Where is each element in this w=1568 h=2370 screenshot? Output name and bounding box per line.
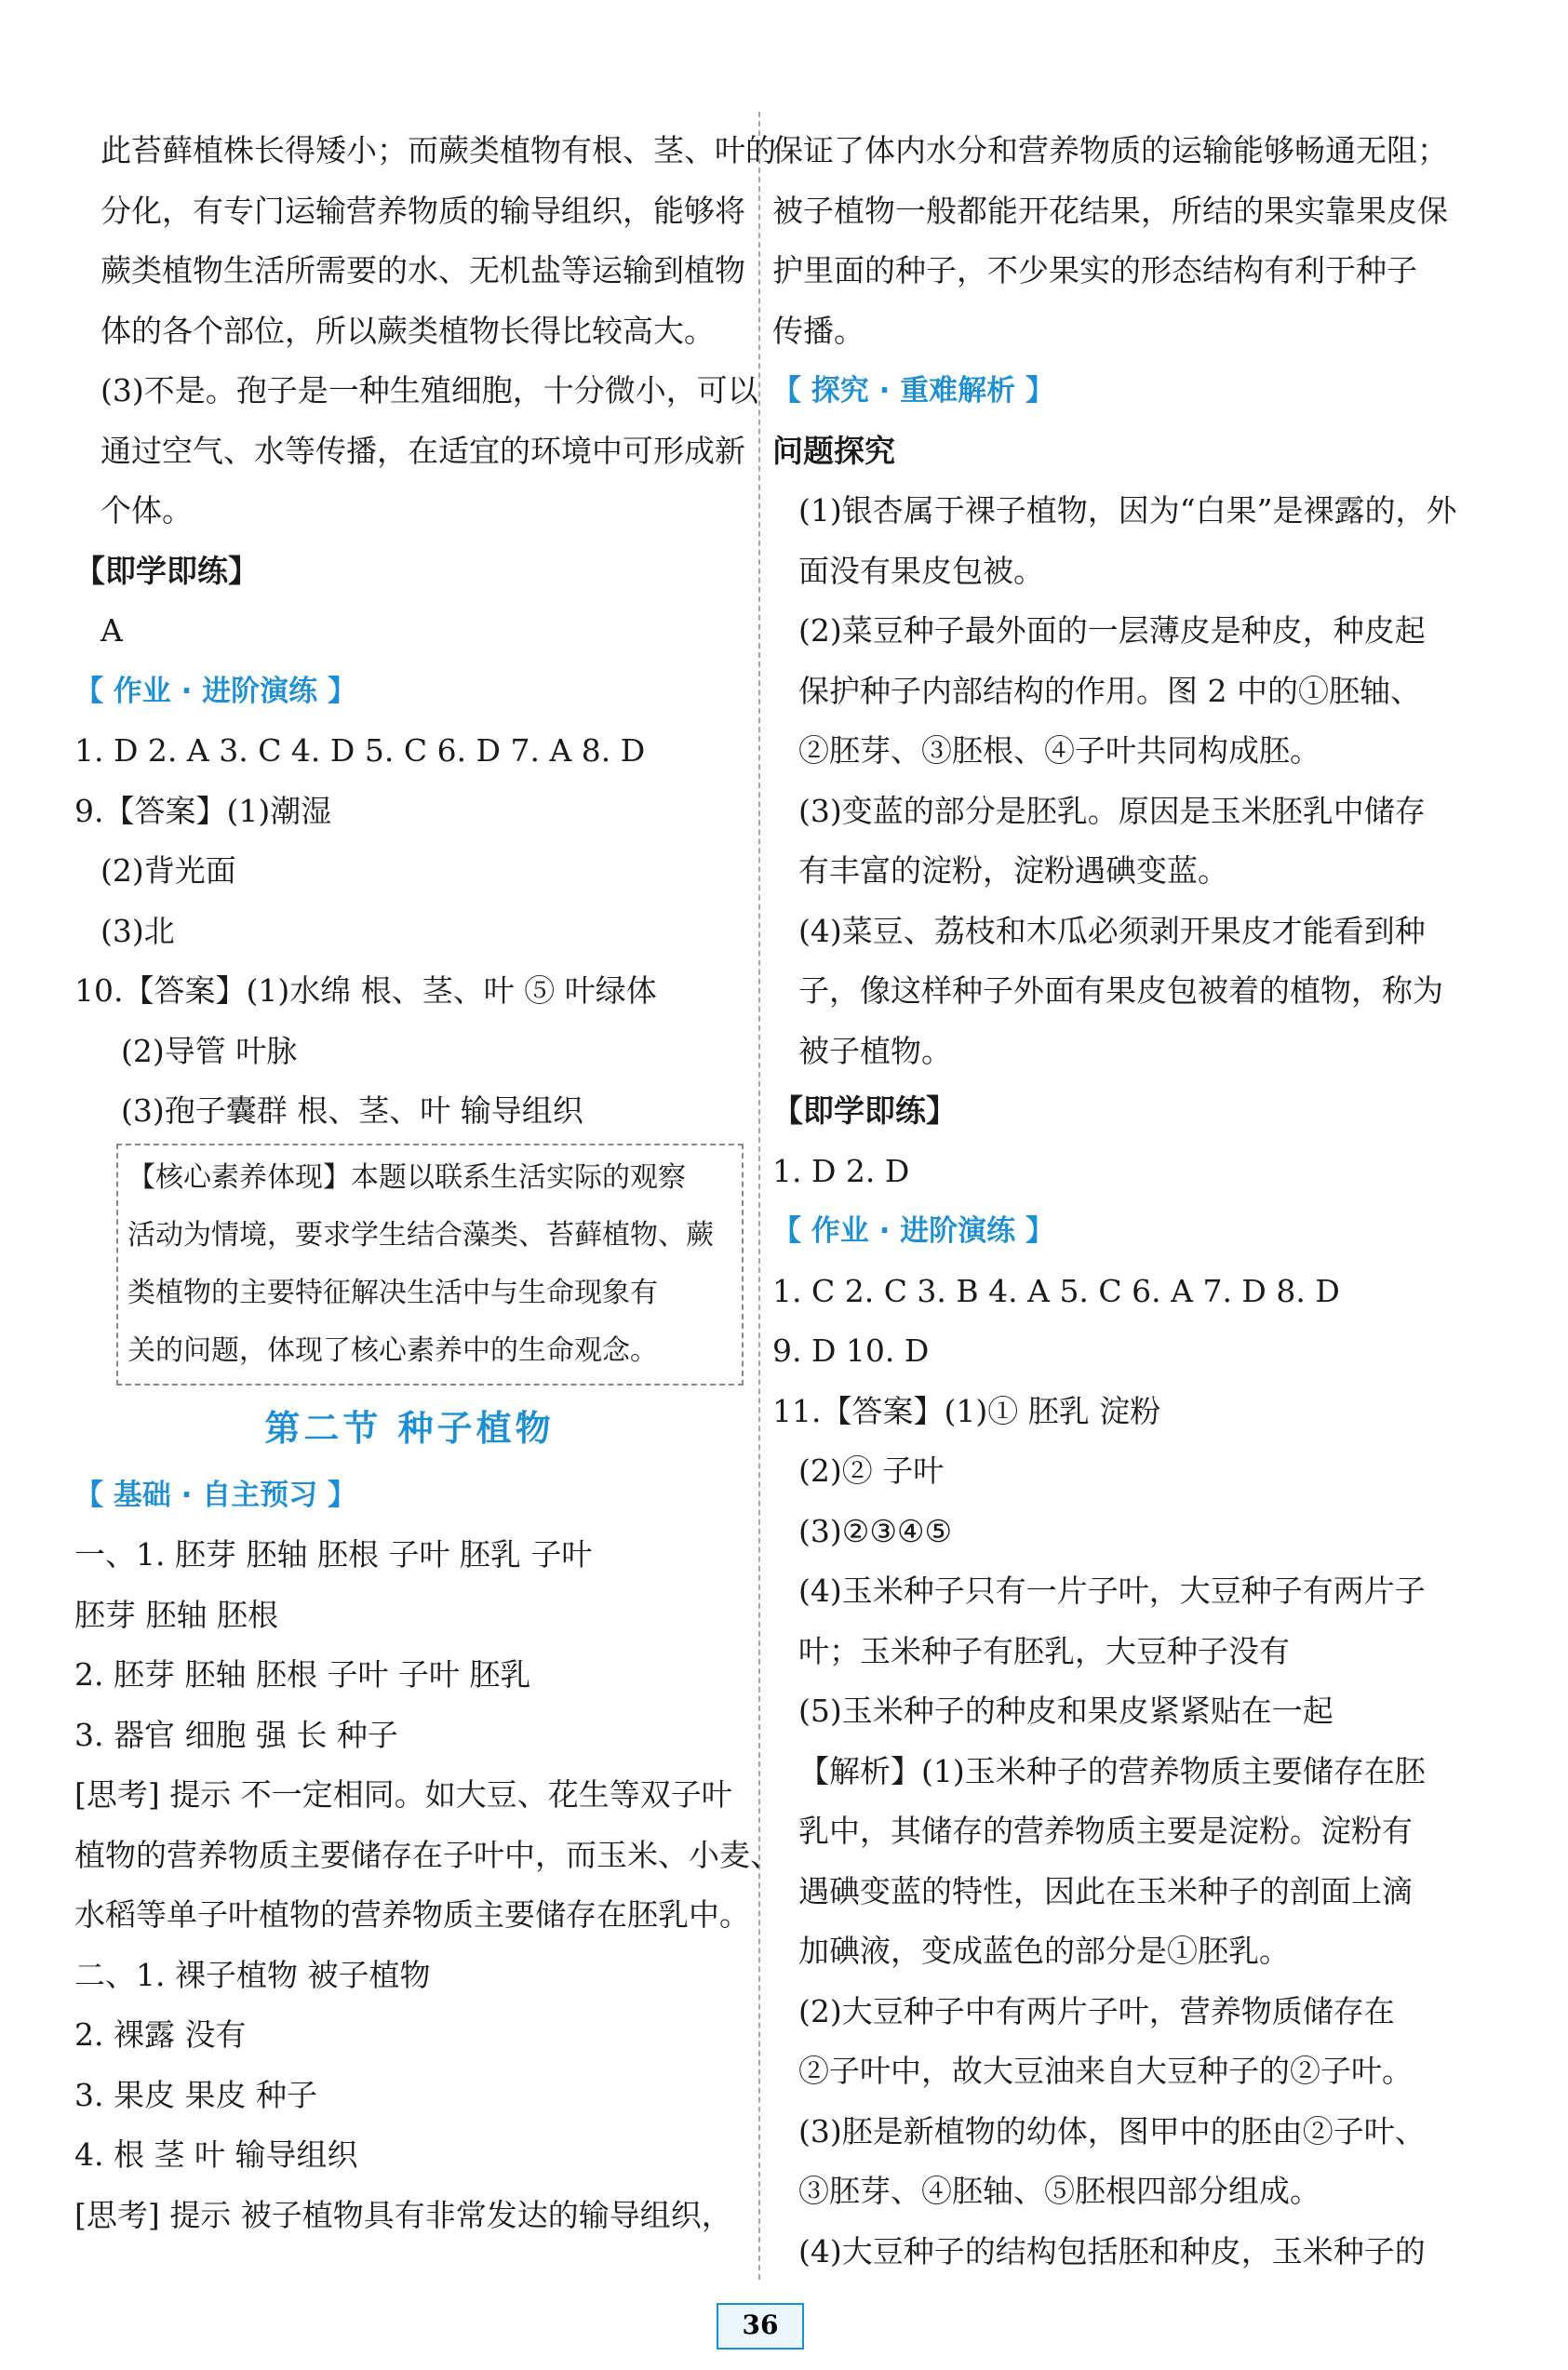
section-heading: 【 作业 · 进阶演练 】 xyxy=(74,674,356,708)
text-line: 分化，有专门运输营养物质的输导组织，能够将 xyxy=(101,192,745,229)
text-line: 1. D 2. D xyxy=(772,1152,910,1189)
text-line: (2)背光面 xyxy=(101,852,236,889)
section-heading: 【 基础 · 自主预习 】 xyxy=(74,1478,356,1512)
text-line: 个体。 xyxy=(101,492,193,529)
text-line: 胚芽 胚轴 胚根 xyxy=(74,1596,278,1633)
text-line: 通过空气、水等传播，在适宜的环境中可形成新 xyxy=(101,432,745,469)
text-line: 二、1. 裸子植物 被子植物 xyxy=(74,1956,431,1993)
text-line: 9.【答案】(1)潮湿 xyxy=(74,792,332,829)
chapter-title: 第二节 种子植物 xyxy=(264,1406,555,1449)
text-line: ②胚芽、③胚根、④子叶共同构成胚。 xyxy=(798,732,1320,769)
text-line: 被子植物一般都能开花结果，所结的果实靠果皮保 xyxy=(772,192,1448,229)
text-line: 活动为情境，要求学生结合藻类、苔藓植物、蕨 xyxy=(127,1218,714,1252)
text-line: (2)菜豆种子最外面的一层薄皮是种皮，种皮起 xyxy=(798,612,1426,649)
text-line: 加碘液，变成蓝色的部分是①胚乳。 xyxy=(798,1933,1290,1969)
text-line: ②子叶中，故大豆油来自大豆种子的②子叶。 xyxy=(798,2053,1413,2089)
text-line: 2. 裸露 没有 xyxy=(74,2016,247,2053)
text-line: ③胚芽、④胚轴、⑤胚根四部分组成。 xyxy=(798,2173,1320,2209)
text-line: 问题探究 xyxy=(772,432,895,469)
right-column xyxy=(772,121,1457,2282)
text-line: 水稻等单子叶植物的营养物质主要储存在胚乳中。 xyxy=(74,1896,750,1933)
text-line: (3)不是。孢子是一种生殖细胞，十分微小，可以 xyxy=(101,372,758,408)
text-line: 【解析】(1)玉米种子的营养物质主要储存在胚 xyxy=(798,1752,1426,1789)
text-line: 【即学即练】 xyxy=(772,1092,957,1129)
text-line: 保护种子内部结构的作用。图 2 中的①胚轴、 xyxy=(798,672,1421,709)
text-line: 叶；玉米种子有胚乳，大豆种子没有 xyxy=(798,1632,1290,1669)
text-line: 9. D 10. D xyxy=(772,1332,930,1369)
text-line: 乳中，其储存的营养物质主要是淀粉。淀粉有 xyxy=(798,1813,1413,1849)
text-line: 蕨类植物生活所需要的水、无机盐等运输到植物 xyxy=(101,252,745,288)
text-line: 4. 根 茎 叶 输导组织 xyxy=(74,2136,358,2173)
text-line: (1)银杏属于裸子植物，因为“白果”是裸露的，外 xyxy=(798,492,1457,529)
text-line: (4)玉米种子只有一片子叶，大豆种子有两片子 xyxy=(798,1573,1426,1609)
text-line: 体的各个部位，所以蕨类植物长得比较高大。 xyxy=(101,312,715,349)
text-line: (2)导管 叶脉 xyxy=(121,1032,298,1069)
text-line: (3)②③④⑤ xyxy=(798,1512,953,1549)
text-line: (4)菜豆、荔枝和木瓜必须剥开果皮才能看到种 xyxy=(798,912,1426,949)
text-line: 1. C 2. C 3. B 4. A 5. C 6. A 7. D 8. D xyxy=(772,1272,1340,1309)
text-line: 保证了体内水分和营养物质的运输能够畅通无阻； xyxy=(772,132,1448,168)
text-line: 被子植物。 xyxy=(798,1032,952,1069)
text-line: A xyxy=(101,612,123,649)
text-line: 关的问题，体现了核心素养中的生命观念。 xyxy=(127,1333,658,1367)
text-line: 面没有果皮包被。 xyxy=(798,552,1044,589)
text-line: 遇碘变蓝的特性，因此在玉米种子的剖面上滴 xyxy=(798,1872,1413,1909)
section-heading: 【 作业 · 进阶演练 】 xyxy=(772,1214,1054,1248)
page-number: 36 xyxy=(717,2303,804,2350)
text-line: 此苔藓植株长得矮小；而蕨类植物有根、茎、叶的 xyxy=(101,132,776,168)
text-line: [思考] 提示 被子植物具有非常发达的输导组织， xyxy=(74,2196,732,2233)
text-line: (5)玉米种子的种皮和果皮紧紧贴在一起 xyxy=(798,1693,1333,1729)
text-line: (3)胚是新植物的幼体，图甲中的胚由②子叶、 xyxy=(798,2112,1426,2149)
text-line: (3)变蓝的部分是胚乳。原因是玉米胚乳中储存 xyxy=(798,792,1426,829)
text-line: [思考] 提示 不一定相同。如大豆、花生等双子叶 xyxy=(74,1776,732,1813)
text-line: 2. 胚芽 胚轴 胚根 子叶 子叶 胚乳 xyxy=(74,1656,531,1693)
text-line: 有丰富的淀粉，淀粉遇碘变蓝。 xyxy=(798,852,1228,889)
text-line: 11.【答案】(1)① 胚乳 淀粉 xyxy=(772,1392,1161,1429)
text-line: 植物的营养物质主要储存在子叶中，而玉米、小麦、 xyxy=(74,1836,781,1873)
text-line: (2)大豆种子中有两片子叶，营养物质储存在 xyxy=(798,1992,1395,2029)
text-line: 类植物的主要特征解决生活中与生命现象有 xyxy=(127,1276,658,1309)
text-line: 传播。 xyxy=(772,312,864,349)
text-line: (3)北 xyxy=(101,912,175,949)
section-heading: 【 探究 · 重难解析 】 xyxy=(772,374,1054,408)
text-line: 3. 器官 细胞 强 长 种子 xyxy=(74,1716,398,1753)
text-line: 【核心素养体现】本题以联系生活实际的观察 xyxy=(127,1160,686,1194)
text-line: 一、1. 胚芽 胚轴 胚根 子叶 胚乳 子叶 xyxy=(74,1536,593,1573)
core-literacy-box xyxy=(116,1144,744,1386)
text-line: 1. D 2. A 3. C 4. D 5. C 6. D 7. A 8. D xyxy=(74,732,646,769)
text-line: 【即学即练】 xyxy=(74,552,259,589)
text-line: 护里面的种子，不少果实的形态结构有利于种子 xyxy=(772,252,1417,288)
text-line: 10.【答案】(1)水绵 根、茎、叶 ⑤ 叶绿体 xyxy=(74,972,657,1009)
text-line: (2)② 子叶 xyxy=(798,1453,945,1489)
left-column xyxy=(74,121,781,2245)
text-line: (3)孢子囊群 根、茎、叶 输导组织 xyxy=(121,1092,583,1129)
text-line: 3. 果皮 果皮 种子 xyxy=(74,2076,317,2113)
column-divider xyxy=(758,112,760,2280)
text-line: (4)大豆种子的结构包括胚和种皮，玉米种子的 xyxy=(798,2232,1426,2270)
text-line: 子，像这样种子外面有果皮包被着的植物，称为 xyxy=(798,972,1443,1009)
